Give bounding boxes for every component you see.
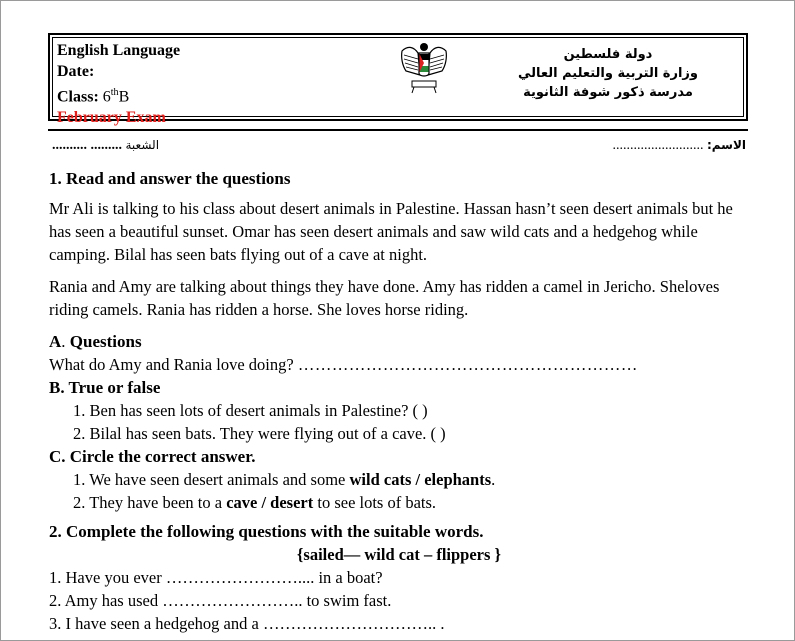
circle-options[interactable]: cave / desert — [226, 493, 314, 512]
class-label: Class — [57, 88, 94, 106]
palestine-eagle-emblem-icon — [398, 39, 450, 95]
section-label: الشعبة — [125, 138, 160, 152]
section-b-title: B. True or false — [49, 378, 161, 397]
true-false-item[interactable]: 2. Bilal has seen bats. They were flying out of a cave. ( ) — [73, 424, 446, 443]
subject: English Language — [57, 42, 181, 59]
name-dots: .......................... — [612, 138, 704, 153]
name-label: الاسم: — [706, 138, 746, 152]
fill-blank-item[interactable]: 1. Have you ever …………………….... in a boat? — [49, 568, 383, 587]
fill-blank-item[interactable]: 3. I have seen a hedgehog and a ………………………….. . — [49, 614, 445, 633]
section-a-question[interactable]: What do Amy and Rania love doing? …………………………………………………… — [49, 355, 638, 374]
class-grade: 6 — [102, 88, 111, 106]
name-field[interactable] — [612, 138, 746, 154]
reading-paragraph-1: Mr Ali is talking to his class about desert animals in Palestine. Hassan hasn’t seen desert animals but he has seen a beautiful sunset. Omar has seen desert animals and saw wild cats and a hedgehog while camping. Bilal has seen bats flying out of a cave at night. — [49, 199, 733, 264]
circle-options[interactable]: wild cats / elephants — [349, 470, 492, 489]
question-1-title: 1. Read and answer the questions — [49, 169, 291, 188]
true-false-item[interactable]: 1. Ben has seen lots of desert animals in Palestine? ( ) — [73, 401, 428, 420]
section-c-title: C. Circle the correct answer. — [49, 447, 256, 466]
class-section: B — [118, 88, 130, 106]
circle-item-1[interactable]: 1. We have seen desert animals and some wild cats / elephants. — [73, 470, 496, 489]
student-info-row — [48, 138, 748, 158]
fill-blank-item[interactable]: 2. Amy has used …………………….. to swim fast. — [49, 591, 392, 610]
exam-title: February Exam — [57, 109, 166, 127]
reading-paragraph-2: Rania and Amy are talking about things they have done. Amy has ridden a camel in Jericho. Sheloves riding camels. Rania has ridden a horse. She loves horse riding. — [49, 277, 720, 319]
word-bank: {sailed— wild cat – flippers } — [296, 545, 502, 564]
question-2-title: 2. Complete the following questions with the suitable words. — [49, 522, 484, 541]
header-divider — [48, 129, 748, 131]
section-a-title: A. Questions — [49, 332, 142, 351]
header-right-block — [518, 45, 698, 102]
circle-item-2[interactable]: 2. They have been to a cave / desert to see lots of bats. — [73, 493, 437, 512]
header-left-block: English Language Date: Class: 6thB February Exam — [57, 42, 181, 127]
answer-blank[interactable]: …………………………………………………… — [297, 355, 638, 374]
section-field[interactable] — [52, 138, 159, 154]
arabic-ministry: وزارة التربية والتعليم العالي — [517, 66, 698, 81]
arabic-state: دولة فلسطين — [563, 47, 653, 62]
arabic-school: مدرسة ذكور شوفة الثانوية — [523, 85, 693, 100]
section-dots: ......... .......... — [52, 138, 122, 153]
exam-body — [49, 167, 749, 635]
exam-header — [48, 33, 748, 127]
date-label: Date — [57, 63, 89, 80]
class-grade-sup: th — [110, 87, 119, 98]
